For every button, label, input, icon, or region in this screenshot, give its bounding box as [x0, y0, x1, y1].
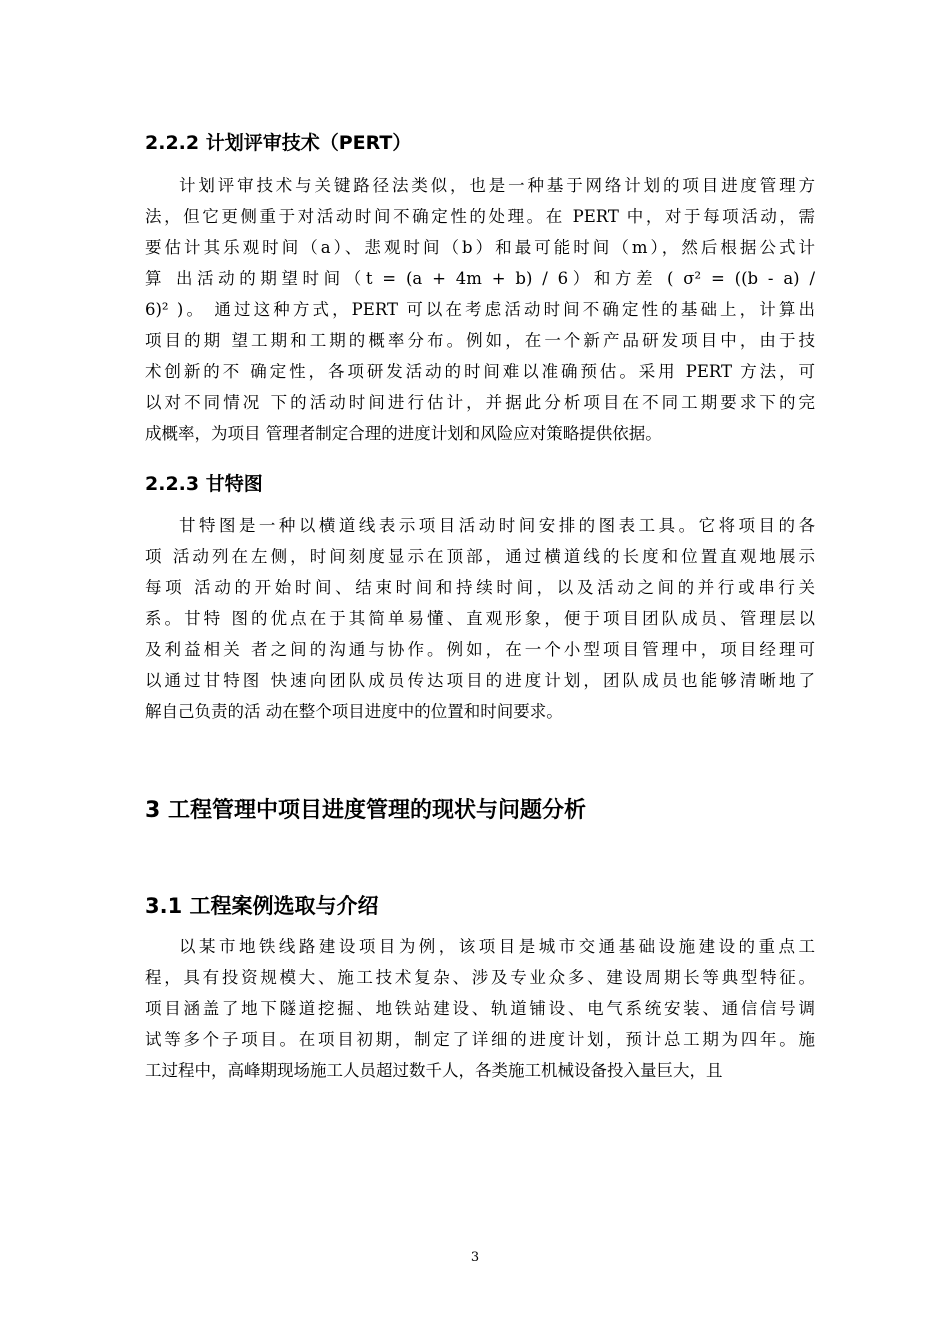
text-line: 程，具有投资规模大、施工技术复杂、涉及专业众多、建设周期长等典型特征。 [145, 968, 815, 987]
text-line: 项 活动列在左侧，时间刻度显示在顶部，通过横道线的长度和位置直观地展示 [145, 547, 815, 566]
text-line: 及利益相关 者之间的沟通与协作。例如，在一个小型项目管理中，项目经理可 [145, 640, 815, 659]
text-line: 以某市地铁线路建设项目为例，该项目是城市交通基础设施建设的重点工 [179, 937, 815, 956]
page-number: 3 [470, 1250, 480, 1265]
text-line: 解自己负责的活 动在整个项目进度中的位置和时间要求。 [145, 702, 563, 721]
text-line: 每项 活动的开始时间、结束时间和持续时间，以及活动之间的并行或串行关 [145, 578, 815, 597]
text-line: 工过程中，高峰期现场施工人员超过数千人，各类施工机械设备投入量巨大，且 [145, 1061, 723, 1080]
text-line: 术创新的不 确定性，各项研发活动的时间难以准确预估。采用 PERT 方法，可 [145, 362, 815, 381]
text-line: 成概率，为项目 管理者制定合理的进度计划和风险应对策略提供依据。 [145, 424, 662, 443]
section-heading-case: 3.1 工程案例选取与介绍 [145, 894, 379, 918]
text-line: 项目涵盖了地下隧道挖掘、地铁站建设、轨道铺设、电气系统安装、通信信号调 [145, 999, 815, 1018]
text-line: 甘特图是一种以横道线表示项目活动时间安排的图表工具。它将项目的各 [179, 516, 815, 535]
paragraph-gantt [145, 510, 815, 727]
text-line: 算 出活动的期望时间（t = (a + 4m + b) / 6）和方差 ( σ² = ((b - a) / [145, 269, 816, 288]
text-line: 项目的期 望工期和工期的概率分布。例如，在一个新产品研发项目中，由于技 [145, 331, 815, 350]
text-line: 要估计其乐观时间（a）、悲观时间（b）和最可能时间（m），然后根据公式计 [145, 238, 815, 257]
chapter-heading: 3 工程管理中项目进度管理的现状与问题分析 [145, 798, 586, 823]
text-line: 以通过甘特图 快速向团队成员传达项目的进度计划，团队成员也能够清晰地了 [145, 671, 815, 690]
paragraph-case [145, 931, 815, 1086]
text-line: 试等多个子项目。在项目初期，制定了详细的进度计划，预计总工期为四年。施 [145, 1030, 815, 1049]
text-line: 法，但它更侧重于对活动时间不确定性的处理。在 PERT 中，对于每项活动，需 [145, 207, 815, 226]
paragraph-pert [145, 170, 815, 449]
text-line: 以对不同情况 下的活动时间进行估计，并据此分析项目在不同工期要求下的完 [145, 393, 815, 412]
text-line: 6)² )。 通过这种方式，PERT 可以在考虑活动时间不确定性的基础上，计算出 [145, 300, 815, 319]
section-heading-gantt: 2.2.3 甘特图 [145, 473, 263, 495]
text-line: 系。甘特 图的优点在于其简单易懂、直观形象，便于项目团队成员、管理层以 [145, 609, 815, 628]
text-line: 计划评审技术与关键路径法类似，也是一种基于网络计划的项目进度管理方 [179, 176, 815, 195]
section-heading-pert: 2.2.2 计划评审技术（PERT） [145, 132, 412, 154]
